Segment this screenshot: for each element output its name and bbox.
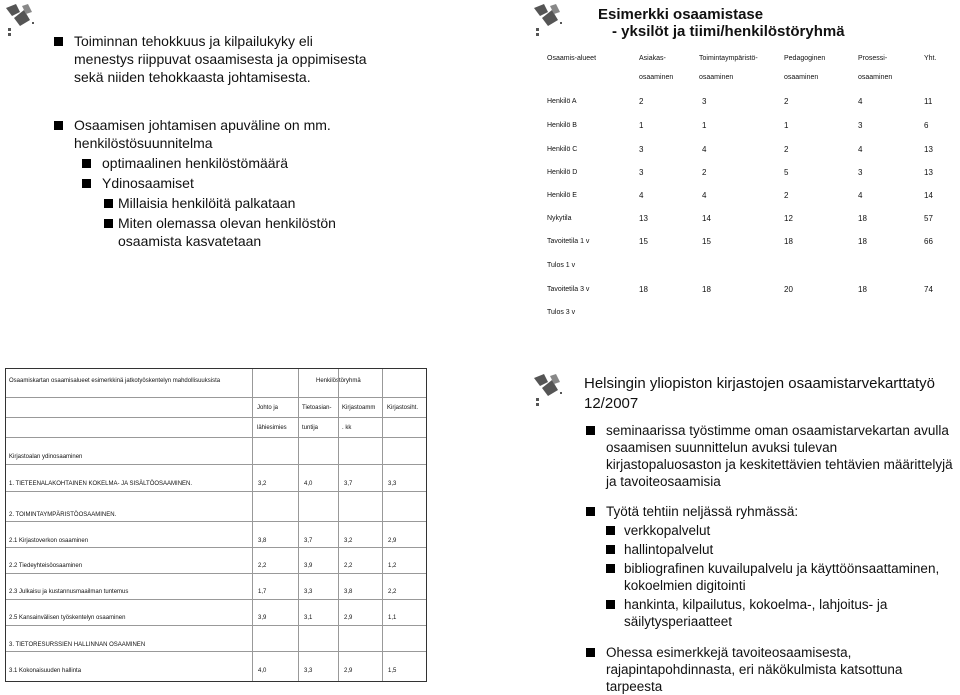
sub-bullet: Ydinosaamiset: [80, 174, 372, 192]
row-label: 2.1 Kirjastoverkon osaaminen: [9, 538, 89, 544]
column-header: Toimintaympäristö-: [699, 55, 758, 62]
sub-bullet: optimaalinen henkilöstömäärä: [80, 154, 372, 172]
table-cell: 1: [639, 121, 644, 130]
university-logo-icon: [530, 2, 570, 38]
row-label: Tulos 3 v: [547, 309, 576, 316]
row-label: 2.2 Tiedeyhteisöosaaminen: [9, 563, 83, 569]
grid-line: [6, 573, 426, 574]
row-label: 2. TOIMINTAYMPÄRISTÖOSAAMINEN.: [9, 512, 117, 518]
row-label: 2.5 Kansainvälisen työskentelyn osaaminen: [9, 615, 126, 621]
table-cell: 3,3: [304, 668, 313, 674]
table-cell: 13: [924, 145, 933, 154]
table-cell: 15: [639, 237, 648, 246]
table-cell: 3,2: [344, 538, 353, 544]
table-cell: 2: [639, 97, 644, 106]
table-cell: 20: [784, 285, 793, 294]
table-cell: 4,0: [258, 668, 267, 674]
column-header: osaaminen: [639, 74, 674, 81]
table-cell: 3,3: [388, 481, 397, 487]
column-header: . kk: [342, 425, 352, 431]
grid-line: [6, 437, 426, 438]
table-cell: 74: [924, 285, 933, 294]
table-cell: 4: [858, 145, 863, 154]
grid-line: [6, 547, 426, 548]
row-label: Tavoitetila 3 v: [547, 286, 590, 293]
row-label: Tavoitetila 1 v: [547, 238, 590, 245]
row-label: 2.3 Julkaisu ja kustannusmaailman tuntemus: [9, 589, 129, 595]
row-label: 1. TIETEENALAKOHTAINEN KOKELMA- JA SISÄLTÖOSAAMINEN.: [9, 481, 193, 487]
table-cell: 3,8: [258, 538, 267, 544]
table-cell: 2,2: [258, 563, 267, 569]
table-cell: 6: [924, 121, 929, 130]
sub-sub-bullet: Miten olemassa olevan henkilöstön osaamista kasvatetaan: [104, 214, 372, 250]
table-cell: 3: [858, 121, 863, 130]
slide-2-title: [598, 6, 845, 40]
table-cell: 1,5: [388, 668, 397, 674]
column-header: osaaminen: [699, 74, 734, 81]
table-cell: 3: [639, 145, 644, 154]
bullet: Osaamisen johtamisen apuväline on mm. henkilöstösuunnitelma: [52, 116, 372, 152]
table-cell: 4: [702, 145, 707, 154]
grid-line: [6, 417, 426, 418]
slide-4-title: Helsingin yliopiston kirjastojen osaamistarvekarttatyö 12/2007: [584, 375, 935, 412]
sub-bullet: hankinta, kilpailutus, kokoelma-, lahjoitus- ja säilytysperiaatteet: [604, 596, 954, 630]
column-header: Pedagoginen: [784, 55, 826, 62]
table-cell: 3,7: [304, 538, 313, 544]
grid-line: [338, 369, 339, 681]
table-cell: 3,9: [258, 615, 267, 621]
row-label: Henkilö A: [547, 98, 577, 105]
table-cell: 2,9: [344, 615, 353, 621]
group-header: Henkilöstöryhmä: [316, 378, 361, 384]
row-label: Nykytila: [547, 215, 572, 222]
sub-bullet: verkkopalvelut: [604, 522, 954, 539]
table-cell: 3,9: [304, 563, 313, 569]
table-cell: 14: [924, 191, 933, 200]
table-header: Osaamiskartan osaamisalueet esimerkkinä jatkotyöskentelyn mahdollisuuksista: [9, 378, 221, 384]
skills-balance-table: [547, 55, 947, 325]
sub-sub-bullet: Millaisia henkilöitä palkataan: [104, 194, 372, 212]
table-cell: 2,2: [344, 563, 353, 569]
column-header: osaaminen: [784, 74, 819, 81]
sub-bullet: bibliografinen kuvailupalvelu ja käyttöönsaattaminen, kokoelmien digitointi: [604, 560, 954, 594]
bullet: Toiminnan tehokkuus ja kilpailukyky eli menestys riippuvat osaamisesta ja oppimisesta sekä niiden tehokkaasta johtamisesta.: [52, 32, 372, 86]
grid-line: [6, 521, 426, 522]
table-cell: 12: [784, 214, 793, 223]
grid-line: [382, 369, 383, 681]
bullet: seminaarissa työstimme oman osaamistarvekartan avulla osaamisen suunnittelun avuksi tulevan kirjastopaluosaston ja keskitettävien tehtävien määrittelyjä ja tavoiteosaamisia: [584, 422, 954, 490]
table-cell: 18: [858, 237, 867, 246]
bullet: Työtä tehtiin neljässä ryhmässä:: [584, 503, 954, 520]
title-line-2: - yksilöt ja tiimi/henkilöstöryhmä: [612, 23, 845, 40]
table-cell: 4: [639, 191, 644, 200]
table-cell: 2,2: [388, 589, 397, 595]
table-cell: 1,2: [388, 563, 397, 569]
table-cell: 3,1: [304, 615, 313, 621]
grid-line: [252, 369, 253, 681]
table-cell: 1: [784, 121, 789, 130]
column-header: Asiakas-: [639, 55, 666, 62]
row-label: Henkilö B: [547, 122, 577, 129]
table-cell: 2,9: [344, 668, 353, 674]
title-line-1: Esimerkki osaamistase: [598, 6, 764, 23]
grid-line: [6, 651, 426, 652]
row-label: Henkilö D: [547, 169, 578, 176]
grid-line: [6, 599, 426, 600]
row-label: Henkilö C: [547, 146, 578, 153]
column-header: Prosessi-: [858, 55, 888, 62]
table-cell: 2: [784, 191, 789, 200]
table-cell: 1,1: [388, 615, 397, 621]
table-cell: 2,9: [388, 538, 397, 544]
column-header: Tietoasian-: [302, 405, 332, 411]
column-header: Johto ja: [257, 405, 279, 411]
grid-line: [6, 625, 426, 626]
table-cell: 13: [924, 168, 933, 177]
row-label: Tulos 1 v: [547, 262, 576, 269]
column-header: tuntija: [302, 425, 319, 431]
column-header: osaaminen: [858, 74, 893, 81]
table-cell: 66: [924, 237, 933, 246]
table-cell: 2: [784, 145, 789, 154]
table-cell: 4: [858, 97, 863, 106]
university-logo-icon: [530, 372, 570, 408]
table-cell: 2: [784, 97, 789, 106]
column-header: Kirjastosiht.: [387, 405, 419, 411]
sub-bullet: hallintopalvelut: [604, 541, 954, 558]
table-cell: 1,7: [258, 589, 267, 595]
table-cell: 18: [858, 214, 867, 223]
bullet: Ohessa esimerkkejä tavoiteosaamisesta, rajapintapohdinnasta, eri näkökulmista katsottuna tarpeesta: [584, 644, 954, 695]
section-label: Kirjastoalan ydinosaaminen: [9, 454, 83, 460]
table-cell: 3,3: [304, 589, 313, 595]
table-cell: 11: [924, 97, 933, 106]
table-cell: 15: [702, 237, 711, 246]
table-cell: 1: [702, 121, 707, 130]
grid-line: [298, 369, 299, 681]
table-cell: 5: [784, 168, 789, 177]
table-cell: 14: [702, 214, 711, 223]
table-cell: 4: [858, 191, 863, 200]
table-cell: 13: [639, 214, 648, 223]
column-header: Kirjastoamm: [342, 405, 376, 411]
table-cell: 18: [702, 285, 711, 294]
row-label: 3. TIETORESURSSIEN HALLINNAN OSAAMINEN: [9, 642, 146, 648]
slide-4-bullets: [584, 422, 954, 695]
table-cell: 18: [858, 285, 867, 294]
column-header: Yht.: [924, 55, 937, 62]
table-cell: 3,8: [344, 589, 353, 595]
row-label: 3.1 Kokonaisuuden hallinta: [9, 668, 82, 674]
grid-line: [6, 491, 426, 492]
column-header: Osaamis-alueet: [547, 55, 597, 62]
table-cell: 3,2: [258, 481, 267, 487]
table-cell: 18: [639, 285, 648, 294]
row-label: Henkilö E: [547, 192, 577, 199]
university-logo-icon: [2, 2, 42, 38]
table-cell: 3: [702, 97, 707, 106]
slide-1-bullets: [52, 32, 372, 250]
table-cell: 3: [639, 168, 644, 177]
table-cell: 3: [858, 168, 863, 177]
column-header: lähiesimies: [257, 425, 287, 431]
table-cell: 4,0: [304, 481, 313, 487]
competence-map-table: [5, 368, 427, 682]
table-cell: 57: [924, 214, 933, 223]
table-cell: 18: [784, 237, 793, 246]
table-cell: 4: [702, 191, 707, 200]
grid-line: [6, 464, 426, 465]
table-cell: 2: [702, 168, 707, 177]
table-cell: 3,7: [344, 481, 353, 487]
grid-line: [6, 397, 426, 398]
